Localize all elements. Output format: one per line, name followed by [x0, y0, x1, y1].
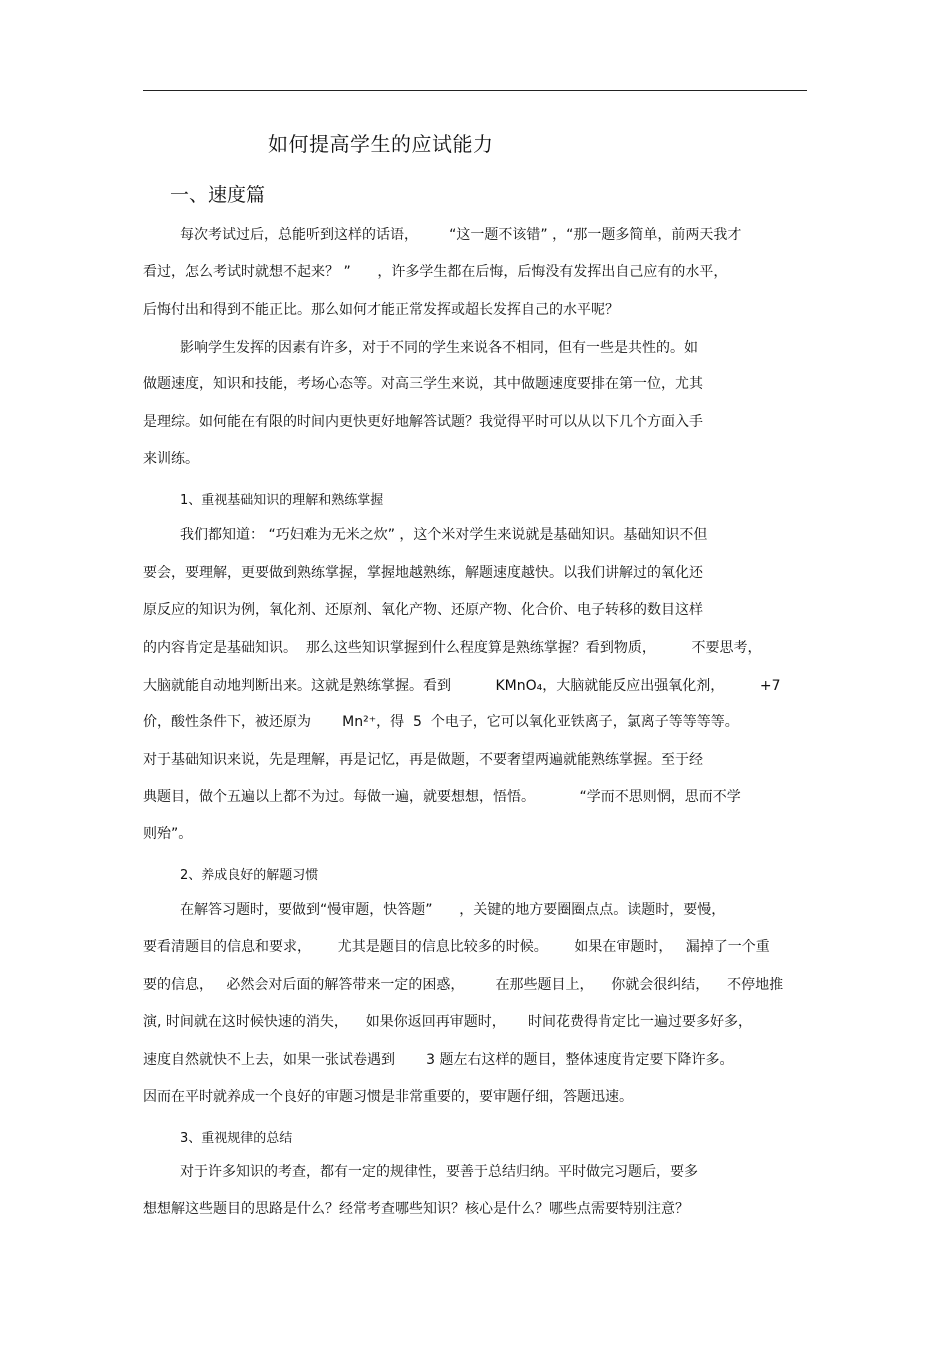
p4-line-6: 因而在平时就养成一个良好的审题习惯是非常重要的，要审题仔细，答题迅速。 — [143, 1089, 633, 1105]
p2-line-1: 影响学生发挥的因素有许多，对于不同的学生来说各不相同，但有一些是共性的。如 — [180, 340, 698, 356]
p3-line-3: 原反应的知识为例，氧化剂、还原剂、氧化产物、还原产物、化合价、电子转移的数目这样 — [143, 602, 703, 618]
p2-line-3: 是理综。如何能在有限的时间内更快更好地解答试题？我觉得平时可以从以下几个方面入手 — [143, 414, 703, 430]
document-title: 如何提高学生的应试能力 — [268, 132, 494, 156]
p5-line-1: 对于许多知识的考查，都有一定的规律性，要善于总结归纳。平时做完习题后，要多 — [180, 1164, 698, 1180]
p4-line-5: 速度自然就快不上去，如果一张试卷遇到 3 题左右这样的题目，整体速度肯定要下降许多。 — [143, 1052, 734, 1068]
p3-line-1: 我们都知道： “巧妇难为无米之炊” ，这个米对学生来说就是基础知识。基础知识不但 — [180, 527, 708, 543]
p1-line-1: 每次考试过后，总能听到这样的话语， “这一题不该错” ，“那一题多简单，前两天我才 — [180, 227, 742, 243]
p3-line-5: 大脑就能自动地判断出来。这就是熟练掌握。看到 KMnO₄，大脑就能反应出强氧化剂， +7 — [143, 678, 781, 694]
p4-line-2: 要看清题目的信息和要求， 尤其是题目的信息比较多的时候。 如果在审题时， 漏掉了一个重 — [143, 939, 770, 955]
p3-line-9: 则殆”。 — [143, 826, 193, 842]
p2-line-4: 来训练。 — [143, 451, 199, 467]
p3-line-6: 价，酸性条件下，被还原为 Mn²⁺，得 5 个电子，它可以氧化亚铁离子，氯离子等等等等。 — [143, 714, 739, 730]
section-heading: 一、速度篇 — [170, 184, 266, 206]
subheading-2: 2、养成良好的解题习惯 — [180, 868, 319, 883]
p1-line-2: 看过，怎么考试时就想不起来？ ” ，许多学生都在后悔，后悔没有发挥出自己应有的水平， — [143, 264, 728, 280]
p4-line-4: 演, 时间就在这时候快速的消失， 如果你返回再审题时， 时间花费得肯定比一遍过要多好多， — [143, 1014, 752, 1030]
p1-line-3: 后悔付出和得到不能正比。那么如何才能正常发挥或超长发挥自己的水平呢？ — [143, 302, 619, 318]
header-rule — [143, 90, 807, 91]
p4-line-1: 在解答习题时，要做到“慢审题，快答题” ，关键的地方要圈圈点点。读题时，要慢， — [180, 902, 726, 918]
p3-line-4: 的内容肯定是基础知识。 那么这些知识掌握到什么程度算是熟练掌握？看到物质， 不要思考， — [143, 640, 762, 656]
subheading-1: 1、重视基础知识的理解和熟练掌握 — [180, 493, 384, 508]
p2-line-2: 做题速度，知识和技能，考场心态等。对高三学生来说，其中做题速度要排在第一位，尤其 — [143, 376, 703, 392]
p3-line-2: 要会，要理解，更要做到熟练掌握，掌握地越熟练，解题速度越快。以我们讲解过的氧化还 — [143, 565, 703, 581]
p5-line-2: 想想解这些题目的思路是什么？经常考查哪些知识？核心是什么？哪些点需要特别注意？ — [143, 1201, 689, 1217]
p4-line-3: 要的信息， 必然会对后面的解答带来一定的困惑， 在那些题目上， 你就会很纠结， 不停地推 — [143, 977, 784, 993]
p3-line-8: 典题目，做个五遍以上都不为过。每做一遍，就要想想，悟悟。 “学而不思则惘，思而不学 — [143, 789, 741, 805]
p3-line-7: 对于基础知识来说，先是理解，再是记忆，再是做题，不要奢望两遍就能熟练掌握。至于经 — [143, 752, 703, 768]
subheading-3: 3、重视规律的总结 — [180, 1131, 293, 1146]
